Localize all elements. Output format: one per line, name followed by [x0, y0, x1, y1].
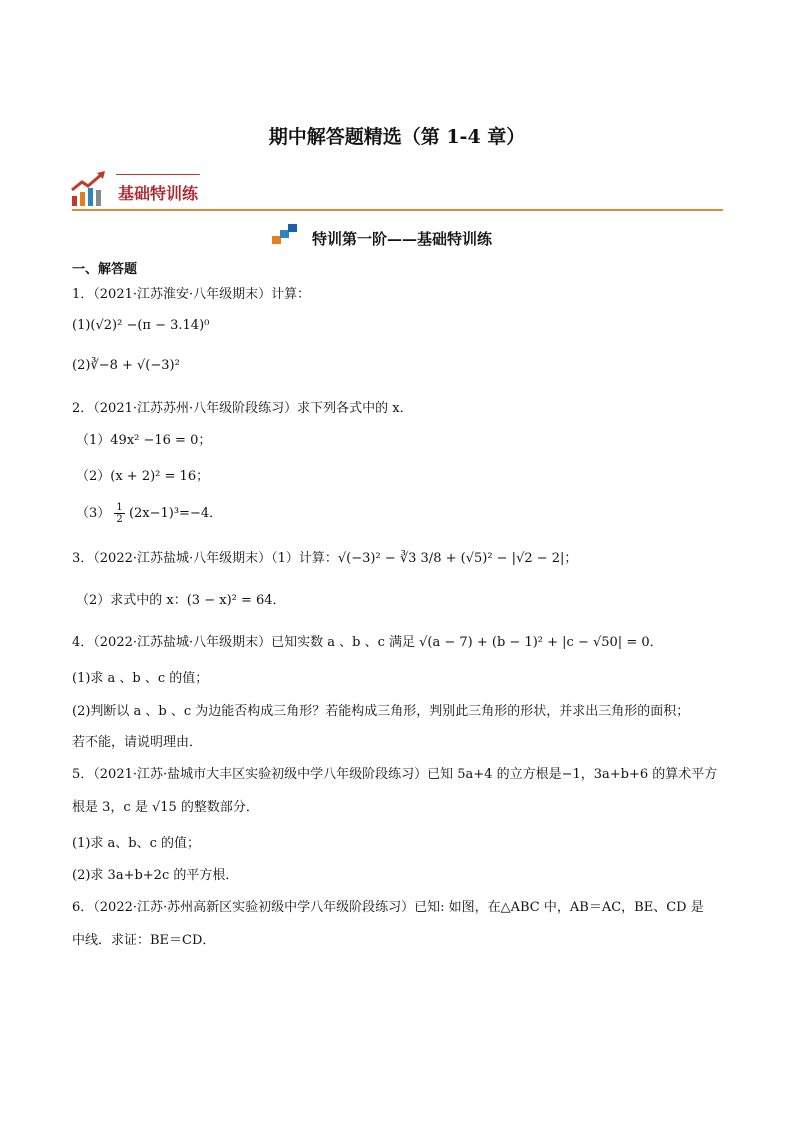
fraction-denominator: 2: [116, 514, 123, 525]
q2-part3: [76, 502, 222, 525]
q5-part2: (2)求 3a+b+2c 的平方根．: [72, 868, 239, 883]
steps-icon: [270, 222, 300, 246]
q5-part1: (1)求 a、b、c 的值；: [72, 836, 201, 851]
q5-stem-line1: 5．（2021·江苏·盐城市大丰区实验初级中学八年级阶段练习）已知 5a+4 的立方根是−1，3a+b+6 的算术平方: [72, 767, 718, 782]
fraction-numerator: 1: [116, 502, 123, 513]
q6-stem-line2: 中线．求证：BE＝CD．: [72, 933, 216, 948]
q6-stem-line1: 6．（2022·江苏·苏州高新区实验初级中学八年级阶段练习）已知: 如图，在△ABC 中，AB＝AC，BE、CD 是: [72, 900, 704, 915]
q1-stem: 1．（2021·江苏淮安·八年级期末）计算：: [72, 287, 311, 302]
q1-part1: (1)(√2)² −(π − 3.14)⁰: [72, 318, 210, 333]
q4-part1: (1)求 a 、b 、c 的值；: [72, 671, 209, 686]
page-title: 期中解答题精选（第 1-4 章）: [268, 126, 526, 148]
q2-part3-prefix: （3）: [76, 506, 111, 521]
subtitle: 特训第一阶——基础特训练: [312, 230, 493, 248]
q2-part3-rest: (2x−1)³=−4．: [128, 506, 223, 521]
q4-part3: 若不能，请说明理由．: [72, 735, 203, 750]
q2-stem: 2．（2021·江苏苏州·八年级阶段练习）求下列各式中的 x．: [72, 401, 413, 416]
fraction: [114, 502, 124, 525]
q1-part2: (2)∛−8 + √(−3)²: [72, 358, 180, 373]
banner-rule: [116, 174, 200, 175]
q4-part2: (2)判断以 a 、b 、c 为边能否构成三角形？若能构成三角形，判别此三角形的形状，并求出三角形的面积；: [72, 704, 690, 719]
q3-stem: 3．（2022·江苏盐城·八年级期末）（1）计算：√(−3)² − ∛3 3/8 + (√5)² − |√2 − 2|；: [72, 551, 578, 566]
header-divider: [72, 209, 723, 211]
q2-part1: （1）49x² −16 = 0；: [76, 433, 212, 448]
bar-chart-arrow-icon: [70, 170, 110, 208]
q4-stem: 4．（2022·江苏盐城·八年级期末）已知实数 a 、b 、c 满足 √(a − 7) + (b − 1)² + |c − √50| = 0．: [72, 635, 663, 650]
banner-label: 基础特训练: [118, 184, 199, 203]
q5-stem-line2: 根是 3，c 是 √15 的整数部分．: [72, 800, 259, 815]
section-heading: 一、解答题: [72, 262, 138, 277]
q2-part2: （2）(x + 2)² = 16；: [76, 469, 210, 484]
q3-part2: （2）求式中的 x：(3 − x)² = 64．: [76, 593, 286, 608]
